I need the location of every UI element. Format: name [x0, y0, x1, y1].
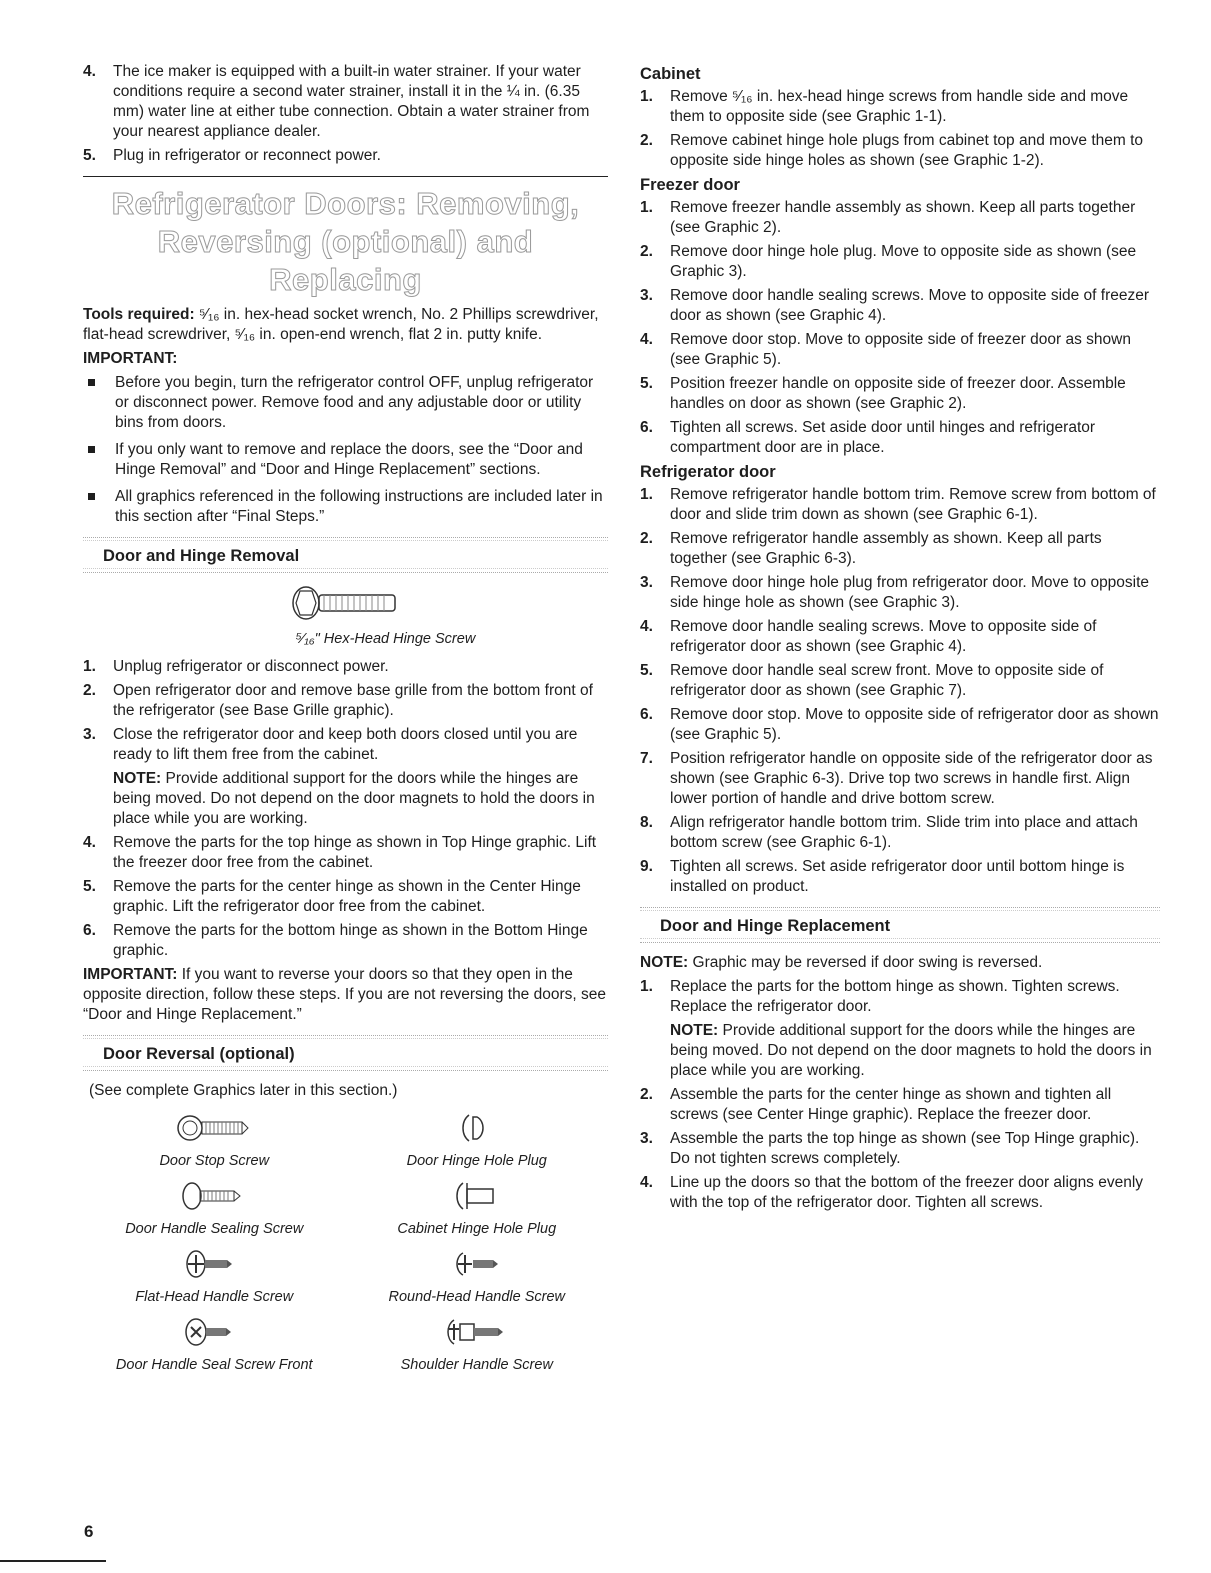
list-item: 5. Plug in refrigerator or reconnect power.	[83, 147, 381, 164]
section-heading-reversal: Door Reversal (optional)	[83, 1035, 608, 1071]
hex-screw-icon	[286, 583, 406, 623]
list-item: 5. Remove door handle seal screw front. Move to opposite side of refrigerator door as shown (see Graphic 7).	[640, 662, 1104, 699]
list-item: 3. Remove door hinge hole plug from refrigerator door. Move to opposite side hinge hole as shown (see Graphic 3).	[640, 574, 1150, 611]
list-item: 8. Align refrigerator handle bottom trim. Slide trim into place and attach bottom screw (see Graphic 6-1).	[640, 814, 1138, 851]
left-column	[83, 62, 608, 1375]
list-item: 1. Remove refrigerator handle bottom trim. Remove screw from bottom of door and slide trim down as shown (see Graphic 6-1).	[640, 486, 1156, 523]
part-shoulder-handle-screw: Shoulder Handle Screw	[346, 1315, 609, 1375]
hinge-hole-plug-icon	[437, 1111, 517, 1145]
list-item: 4. Remove door handle sealing screws. Move to opposite side of refrigerator door as shown (see Graphic 4).	[640, 618, 1097, 655]
list-item: 5. Position freezer handle on opposite side of freezer door. Assemble handles on door as shown (see Graphic 2).	[640, 375, 1126, 412]
parts-grid	[83, 1111, 608, 1375]
list-item: 3. Assemble the parts the top hinge as shown (see Top Hinge graphic). Do not tighten screws completely.	[640, 1130, 1140, 1167]
list-item: 2. Remove refrigerator handle assembly as shown. Keep all parts together (see Graphic 6-3).	[640, 530, 1102, 567]
flat-head-screw-icon	[174, 1247, 254, 1281]
footer-rule	[0, 1560, 106, 1562]
list-item: 4. The ice maker is equipped with a built-in water strainer. If your water conditions require a second water strainer, install it in the ¼ in. (6.35 mm) water line at either tube connection. Obtain a water strainer from your nearest appliance dealer.	[83, 63, 590, 140]
bullet-icon	[88, 446, 95, 453]
part-door-handle-seal-screw-front: Door Handle Seal Screw Front	[83, 1315, 346, 1375]
list-item: 6. Remove door stop. Move to opposite side of refrigerator door as shown (see Graphic 5).	[640, 706, 1159, 743]
page-number: 6	[84, 1522, 94, 1541]
part-door-handle-sealing-screw: Door Handle Sealing Screw	[83, 1179, 346, 1239]
shoulder-screw-icon	[432, 1315, 522, 1349]
section-title: Refrigerator Doors: Removing, Reversing (optional) and Replacing	[111, 186, 580, 297]
list-item: 1. Unplug refrigerator or disconnect power.	[83, 658, 389, 675]
list-item: 2. Remove cabinet hinge hole plugs from cabinet top and move them to opposite side hinge holes as shown (see Graphic 1-2).	[640, 132, 1144, 169]
list-item: 4. Line up the doors so that the bottom of the freezer door aligns evenly with the top of the refrigerator door. Tighten all screws.	[640, 1174, 1144, 1211]
part-door-hinge-hole-plug: Door Hinge Hole Plug	[346, 1111, 609, 1171]
list-item: 9. Tighten all screws. Set aside refrigerator door until bottom hinge is installed on product.	[640, 858, 1125, 895]
section-heading-replacement: Door and Hinge Replacement	[640, 907, 1160, 943]
list-item: 6. Tighten all screws. Set aside door until hinges and refrigerator compartment door are in place.	[640, 419, 1096, 456]
list-item: 7. Position refrigerator handle on opposite side of the refrigerator door as shown (see Graphic 6-3). Drive top two screws in handle first. Align lower portion of handle and drive bottom screw.	[640, 750, 1153, 807]
list-item: 3. Close the refrigerator door and keep both doors closed until you are ready to lift them free from the cabinet.	[83, 726, 578, 763]
seal-screw-front-icon	[174, 1315, 254, 1349]
list-item: 2. Open refrigerator door and remove base grille from the bottom front of the refrigerator (see Base Grille graphic).	[83, 682, 593, 719]
list-item: 2. Remove door hinge hole plug. Move to opposite side as shown (see Graphic 3).	[640, 243, 1137, 280]
cabinet-heading: Cabinet	[640, 65, 701, 83]
bullet-item: If you only want to remove and replace the doors, see the “Door and Hinge Removal” and “Door and Hinge Replacement” sections.	[83, 440, 608, 480]
list-item: 2. Assemble the parts for the center hinge as shown and tighten all screws (see Center Hinge graphic). Replace the freezer door.	[640, 1086, 1112, 1123]
round-head-screw-icon	[437, 1247, 517, 1281]
important-label: IMPORTANT:	[83, 350, 178, 367]
bullet-item: All graphics referenced in the following instructions are included later in this section after “Final Steps.”	[83, 487, 608, 527]
sealing-screw-icon	[174, 1179, 254, 1213]
note: NOTE: Provide additional support for the doors while the hinges are being moved. Do not depend on the door magnets to hold the doors in place while you are working.	[113, 770, 595, 827]
note: NOTE: Provide additional support for the doors while the hinges are being moved. Do not depend on the door magnets to hold the doors in place while you are working.	[670, 1022, 1152, 1079]
list-item: 4. Remove door stop. Move to opposite side of freezer door as shown (see Graphic 5).	[640, 331, 1131, 368]
reversal-intro: (See complete Graphics later in this section.)	[89, 1082, 398, 1099]
right-column	[640, 62, 1160, 1217]
part-round-head-handle-screw: Round-Head Handle Screw	[346, 1247, 609, 1307]
bullet-icon	[88, 493, 95, 500]
important-reverse: IMPORTANT: If you want to reverse your doors so that they open in the opposite direction, follow these steps. If you are not reversing the doors, see “Door and Hinge Replacement.”	[83, 966, 606, 1023]
refrigerator-heading: Refrigerator door	[640, 463, 776, 481]
part-cabinet-hinge-hole-plug: Cabinet Hinge Hole Plug	[346, 1179, 609, 1239]
bullet-item: Before you begin, turn the refrigerator control OFF, unplug refrigerator or disconnect power. Remove food and any adjustable door or utility bins from doors.	[83, 373, 608, 433]
list-item: 1. Remove ⁵⁄₁₆ in. hex-head hinge screws from handle side and move them to opposite side (see Graphic 1-1).	[640, 88, 1129, 125]
list-item: 6. Remove the parts for the bottom hinge as shown in the Bottom Hinge graphic.	[83, 922, 588, 959]
freezer-heading: Freezer door	[640, 176, 740, 194]
replacement-note: NOTE: Graphic may be reversed if door swing is reversed.	[640, 954, 1043, 971]
cabinet-plug-icon	[437, 1179, 517, 1213]
divider	[83, 176, 608, 177]
bullet-icon	[88, 379, 95, 386]
list-item: 4. Remove the parts for the top hinge as shown in Top Hinge graphic. Lift the freezer door free from the cabinet.	[83, 834, 597, 871]
list-item: 5. Remove the parts for the center hinge as shown in the Center Hinge graphic. Lift the refrigerator door free from the cabinet.	[83, 878, 581, 915]
tools-required: Tools required: ⁵⁄₁₆ in. hex-head socket wrench, No. 2 Phillips screwdriver, flat-head screwdriver, ⁵⁄₁₆ in. open-end wrench, flat 2 in. putty knife.	[83, 306, 599, 343]
list-item: 3. Remove door handle sealing screws. Move to opposite side of freezer door as shown (see Graphic 4).	[640, 287, 1150, 324]
section-heading-removal: Door and Hinge Removal	[83, 537, 608, 573]
removal-steps	[83, 657, 608, 961]
part-flat-head-handle-screw: Flat-Head Handle Screw	[83, 1247, 346, 1307]
door-stop-screw-icon	[174, 1111, 254, 1145]
list-item: 1. Replace the parts for the bottom hinge as shown. Tighten screws. Replace the refrigerator door.	[640, 978, 1120, 1015]
list-item: 1. Remove freezer handle assembly as shown. Keep all parts together (see Graphic 2).	[640, 199, 1136, 236]
intro-list	[83, 62, 608, 166]
hex-screw-figure: ⁵⁄₁₆" Hex-Head Hinge Screw	[83, 583, 608, 649]
part-door-stop-screw: Door Stop Screw	[83, 1111, 346, 1171]
